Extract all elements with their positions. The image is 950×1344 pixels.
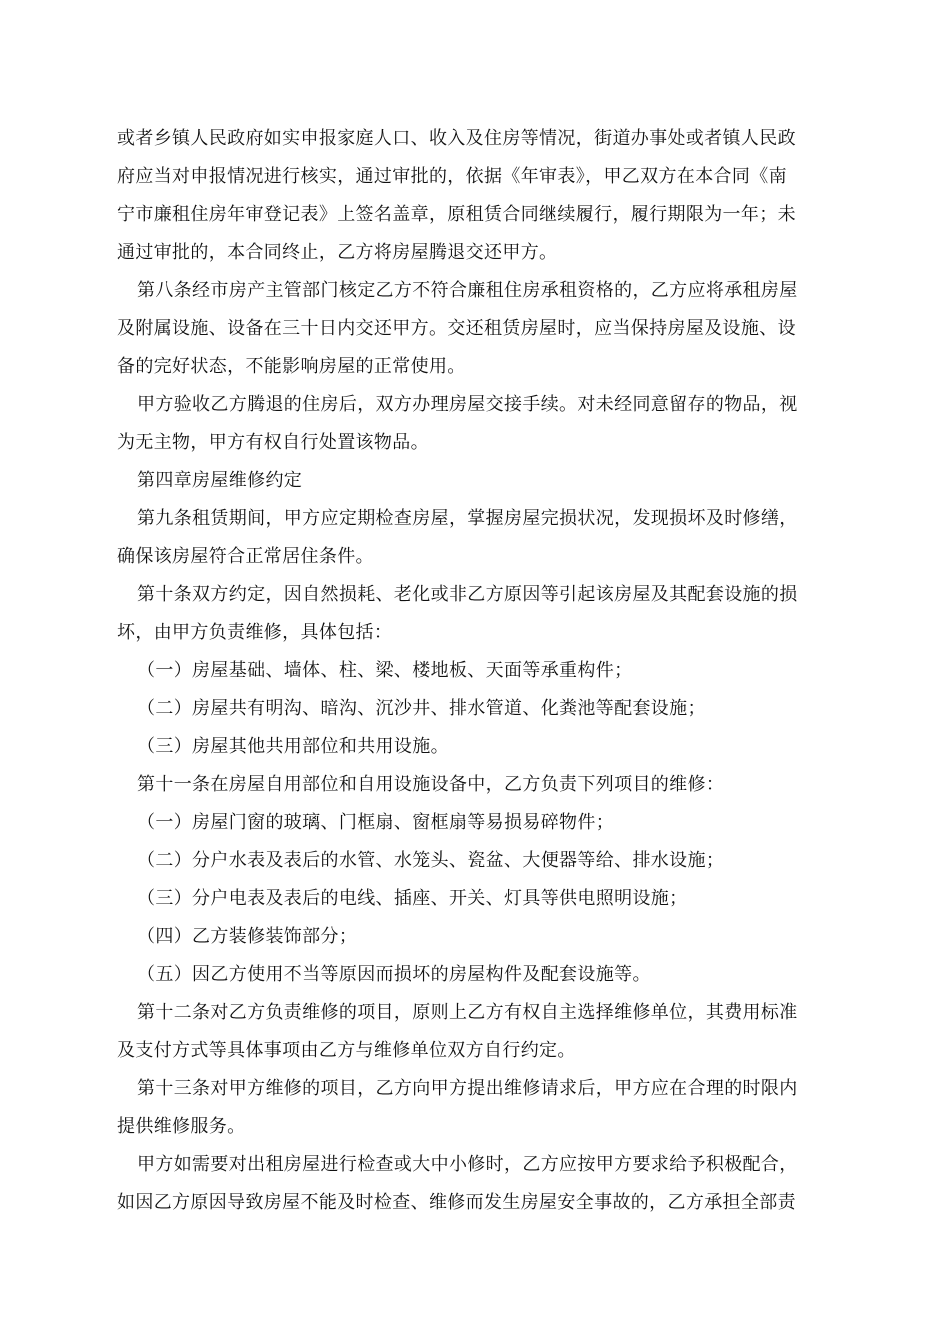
text-line: 第十一条在房屋自用部位和自用设施设备中，乙方负责下列项目的维修： [137,774,725,795]
text-line: 提供维修服务。 [117,1116,246,1137]
text-line: 或者乡镇人民政府如实申报家庭人口、收入及住房等情况，街道办事处或者镇人民政 [117,128,796,149]
text-line: （四）乙方装修装饰部分； [137,926,358,947]
text-line: 第四章房屋维修约定 [137,470,303,491]
text-line: 第十三条对甲方维修的项目，乙方向甲方提出维修请求后，甲方应在合理的时限内 [137,1078,798,1099]
text-line: 甲方验收乙方腾退的住房后，双方办理房屋交接手续。对未经同意留存的物品，视 [137,394,798,415]
text-line: 为无主物，甲方有权自行处置该物品。 [117,432,429,453]
text-line: 及附属设施、设备在三十日内交还甲方。交还租赁房屋时，应当保持房屋及设施、设 [117,318,796,339]
body-text [117,120,839,1222]
text-line: 府应当对申报情况进行核实，通过审批的，依据《年审表》，甲乙双方在本合同《南 [117,166,787,187]
text-line: 及支付方式等具体事项由乙方与维修单位双方自行约定。 [117,1040,576,1061]
text-line: 宁市廉租住房年审登记表》上签名盖章，原租赁合同继续履行，履行期限为一年；未 [117,204,796,225]
text-line: （二）房屋共有明沟、暗沟、沉沙井、排水管道、化粪池等配套设施； [137,698,706,719]
text-line: 第八条经市房产主管部门核定乙方不符合廉租住房承租资格的，乙方应将承租房屋 [137,280,798,301]
text-line: 甲方如需要对出租房屋进行检查或大中小修时，乙方应按甲方要求给予积极配合， [137,1154,798,1175]
text-line: 如因乙方原因导致房屋不能及时检查、维修而发生房屋安全事故的，乙方承担全部责 [117,1192,796,1213]
text-line: （一）房屋基础、墙体、柱、梁、楼地板、天面等承重构件； [137,660,633,681]
text-line: 第十条双方约定，因自然损耗、老化或非乙方原因等引起该房屋及其配套设施的损 [137,584,798,605]
text-line: 通过审批的，本合同终止，乙方将房屋腾退交还甲方。 [117,242,558,263]
text-line: 备的完好状态，不能影响房屋的正常使用。 [117,356,466,377]
text-line: （三）分户电表及表后的电线、插座、开关、灯具等供电照明设施； [137,888,688,909]
text-line: 确保该房屋符合正常居住条件。 [117,546,374,567]
text-line: （三）房屋其他共用部位和共用设施。 [137,736,449,757]
text-line: （二）分户水表及表后的水管、水笼头、瓷盆、大便器等给、排水设施； [137,850,725,871]
text-line: （一）房屋门窗的玻璃、门框扇、窗框扇等易损易碎物件； [137,812,615,833]
text-line: 坏，由甲方负责维修，具体包括： [117,622,393,643]
text-line: （五）因乙方使用不当等原因而损坏的房屋构件及配套设施等。 [137,964,651,985]
text-line: 第十二条对乙方负责维修的项目，原则上乙方有权自主选择维修单位，其费用标准 [137,1002,798,1023]
text-line: 第九条租赁期间，甲方应定期检查房屋，掌握房屋完损状况，发现损坏及时修缮， [137,508,798,529]
